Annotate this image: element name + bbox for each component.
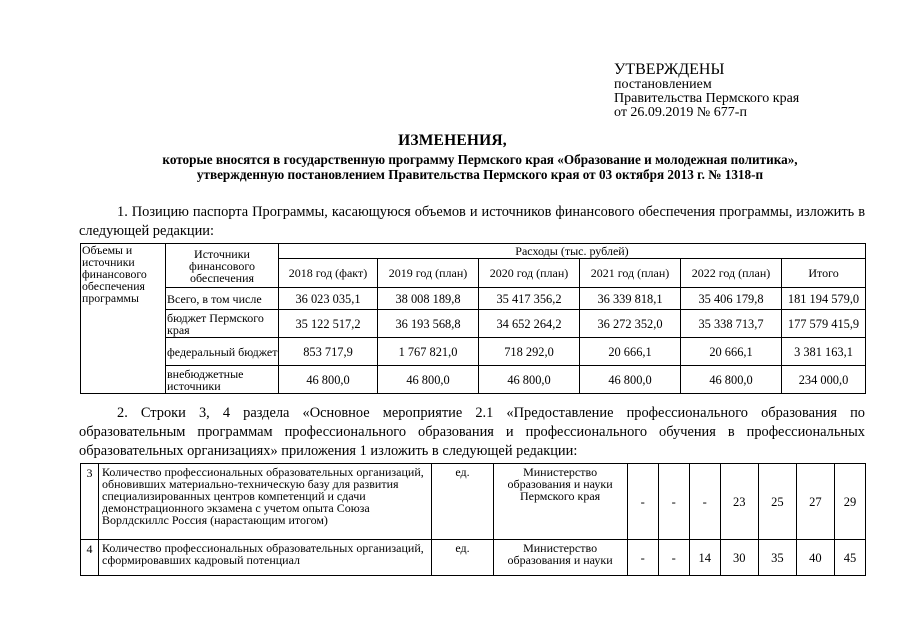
table-cell: 1 767 821,0 [378,338,479,366]
table-cell: 14 [689,540,720,576]
table-cell: 29 [834,464,865,540]
indicator-description: Количество профессиональных образовательных организаций, сформировавших кадровый потенциал [99,540,432,576]
approval-title: УТВЕРЖДЕНЫ [614,61,725,78]
row-number: 3 [81,464,99,540]
table-cell: 46 800,0 [580,366,681,394]
table-cell: 36 023 035,1 [279,288,378,310]
col-header-2019: 2019 год (план) [378,259,479,288]
row-header-cell: Объемы и источники финансового обеспечения программы [81,244,166,394]
table-cell: 46 800,0 [378,366,479,394]
table-cell: - [627,464,658,540]
expenses-header: Расходы (тыс. рублей) [279,244,866,259]
table-cell: 177 579 415,9 [782,310,866,338]
table-cell: 40 [796,540,834,576]
table-cell: 46 800,0 [279,366,378,394]
document-subtitle [80,152,880,182]
table-cell: 38 008 189,8 [378,288,479,310]
document-title: ИЗМЕНЕНИЯ, [398,132,507,149]
table-cell: - [658,464,689,540]
indicator-executor: Министерство образования и науки [493,540,627,576]
table-cell: 234 000,0 [782,366,866,394]
table-cell: 34 652 264,2 [479,310,580,338]
table-cell: 36 272 352,0 [580,310,681,338]
approval-line-2: Правительства Пермского края [614,91,800,106]
source-federal-budget: федеральный бюджет [166,338,279,366]
table-cell: 35 406 179,8 [681,288,782,310]
table-cell: - [658,540,689,576]
table-cell: 35 417 356,2 [479,288,580,310]
table-cell: 46 800,0 [681,366,782,394]
table-cell: 30 [720,540,758,576]
table-cell: 181 194 579,0 [782,288,866,310]
table-cell: 36 339 818,1 [580,288,681,310]
col-header-2018: 2018 год (факт) [279,259,378,288]
subtitle-line-2: утвержденную постановлением Правительства Пермского края от 03 октября 2013 г. № 1318-п [196,167,764,182]
table-cell: 35 122 517,2 [279,310,378,338]
table-cell: 36 193 568,8 [378,310,479,338]
col-header-total: Итого [782,259,866,288]
subtitle-line-1: которые вносятся в государственную программу Пермского края «Образование и молодежная политика», [162,152,798,167]
table-cell: 46 800,0 [479,366,580,394]
indicator-description: Количество профессиональных образовательных организаций, обновивших материально-техническую базу для развития специализированных центров компетенций и сдачи демонстрационного экзамена с учетом опыта Союза Ворлдскиллс Россия (нарастающим итогом) [99,464,432,540]
indicator-unit: ед. [432,464,493,540]
table-cell: 20 666,1 [580,338,681,366]
indicators-table [80,463,866,576]
financing-table [80,243,866,394]
col-header-2022: 2022 год (план) [681,259,782,288]
paragraph-2: 2. Строки 3, 4 раздела «Основное мероприятие 2.1 «Предоставление профессионального образования по образовательным программам профессионального образования и профессионального обучения в профессиональных образовательных организациях» приложения 1 изложить в следующей редакции: [79,405,865,459]
table-cell: 23 [720,464,758,540]
source-regional-budget: бюджет Пермского края [166,310,279,338]
source-total: Всего, в том числе [166,288,279,310]
table-cell: 718 292,0 [479,338,580,366]
table-cell: - [627,540,658,576]
table-cell: 35 [758,540,796,576]
row-number: 4 [81,540,99,576]
indicator-executor: Министерство образования и науки Пермского края [493,464,627,540]
table-cell: 27 [796,464,834,540]
approval-block [614,61,799,120]
table-cell: 25 [758,464,796,540]
paragraph-1: 1. Позицию паспорта Программы, касающуюся объемов и источников финансового обеспечения программы, изложить в следующей редакции: [79,204,865,239]
table-cell: 3 381 163,1 [782,338,866,366]
col-header-2020: 2020 год (план) [479,259,580,288]
table-cell: 853 717,9 [279,338,378,366]
table-cell: 45 [834,540,865,576]
indicator-unit: ед. [432,540,493,576]
source-extra-budgetary: внебюджетные источники [166,366,279,394]
approval-line-3: от 26.09.2019 № 677-п [614,105,747,120]
table-cell: 20 666,1 [681,338,782,366]
approval-line-1: постановлением [614,77,712,92]
col-header-2021: 2021 год (план) [580,259,681,288]
table-cell: 35 338 713,7 [681,310,782,338]
sources-header: Источники финансового обеспечения [166,244,279,288]
table-cell: - [689,464,720,540]
